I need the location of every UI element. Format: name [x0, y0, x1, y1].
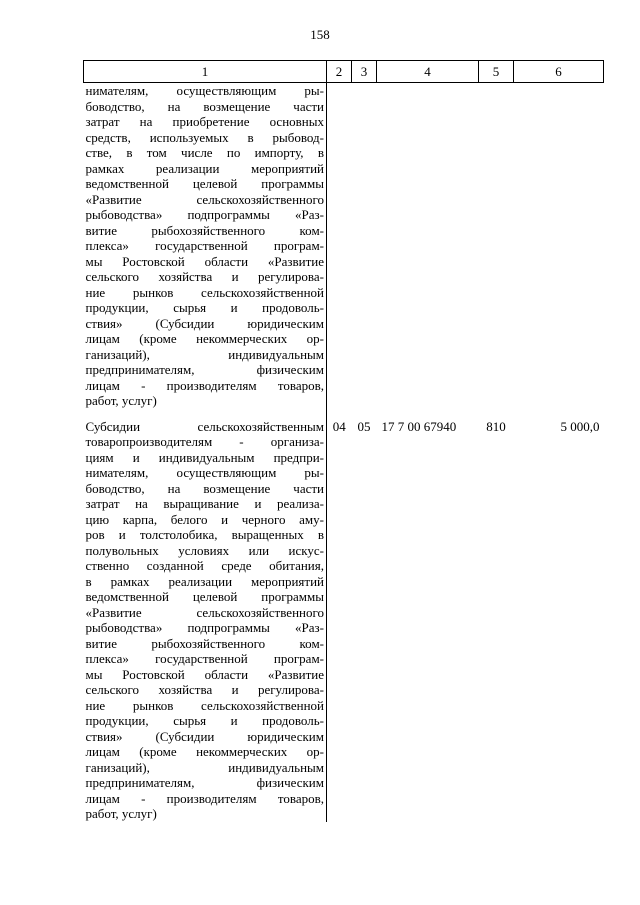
description-line: средств, используемых в рыбовод-	[85, 129, 324, 145]
description-line: витие рыбохозяйственного ком-	[85, 222, 324, 238]
description-line: товаропроизводителям - организа-	[85, 434, 324, 449]
page-number: 158	[310, 27, 330, 42]
description-line: лицам (кроме некоммерческих ор-	[85, 744, 324, 759]
expense-type-code: 810	[486, 418, 506, 434]
column-header-6: 6	[514, 61, 604, 83]
description-line: ствия» (Субсидии юридическим	[85, 315, 324, 331]
expense-type-code	[479, 83, 514, 409]
description-line: ведомственной целевой программы	[85, 176, 324, 191]
description-line: сельского хозяйства и регулирова-	[85, 269, 324, 284]
description-line: мы Ростовской области «Развитие	[85, 253, 324, 269]
description-line: работ, услуг)	[85, 806, 157, 821]
description-line: ние рынков сельскохозяйственной	[85, 697, 324, 713]
description-line: лицам - производителям товаров,	[85, 790, 324, 806]
description-line: витие рыбохозяйственного ком-	[85, 635, 324, 651]
column-header-1: 1	[84, 61, 327, 83]
description-line: рыбоводства» подпрограммы «Раз-	[85, 207, 324, 222]
description-line: затрат на выращивание и реализа-	[85, 496, 324, 511]
column-header-3: 3	[352, 61, 377, 83]
description-line: Субсидии сельскохозяйственным	[85, 418, 324, 434]
description-line: ствия» (Субсидии юридическим	[85, 728, 324, 744]
table-header-row	[84, 61, 604, 83]
description-line: продукции, сырья и продоволь-	[85, 713, 324, 728]
description-line: циям и индивидуальным предпри-	[85, 449, 324, 465]
description-line: продукции, сырья и продоволь-	[85, 300, 324, 315]
description-line: нимателям, осуществляющим ры-	[85, 465, 324, 480]
description-line: рамках реализации мероприятий	[85, 160, 324, 176]
amount-value: 5 000,0	[560, 418, 600, 434]
description-line: ров и толстолобика, выращенных в	[85, 527, 324, 542]
description-line: в рамках реализации мероприятий	[85, 573, 324, 589]
description-line: предпринимателям, физическим	[85, 362, 324, 377]
ministry-code	[327, 83, 352, 409]
table-row	[84, 83, 604, 409]
row-description	[84, 83, 327, 409]
row-spacer	[84, 409, 604, 419]
description-line: «Развитие сельскохозяйственного	[85, 191, 324, 207]
table-row	[84, 419, 604, 822]
description-line: полувольных условиях или искус-	[85, 542, 324, 558]
description-line: нимателям, осуществляющим ры-	[85, 83, 324, 98]
description-line: работ, услуг)	[85, 393, 157, 408]
target-code: 17 7 00 67940	[381, 418, 457, 434]
column-header-5: 5	[479, 61, 514, 83]
description-line: лицам (кроме некоммерческих ор-	[85, 331, 324, 346]
description-line: предпринимателям, физическим	[85, 775, 324, 790]
column-header-2: 2	[327, 61, 352, 83]
budget-table	[83, 60, 604, 822]
description-line: цию карпа, белого и черного аму-	[85, 511, 324, 527]
section-code: 05	[357, 418, 371, 434]
description-line: боводство, на возмещение части	[85, 480, 324, 496]
description-line: сельского хозяйства и регулирова-	[85, 682, 324, 697]
description-line: стве, в том числе по импорту, в	[85, 145, 324, 160]
description-line: лицам - производителям товаров,	[85, 377, 324, 393]
description-line: ганизаций), индивидуальным	[85, 346, 324, 362]
description-line: боводство, на возмещение части	[85, 98, 324, 114]
description-line: «Развитие сельскохозяйственного	[85, 604, 324, 620]
row-description	[84, 419, 327, 822]
ministry-code: 04	[332, 418, 346, 434]
description-line: рыбоводства» подпрограммы «Раз-	[85, 620, 324, 635]
description-line: плекса» государственной програм-	[85, 238, 324, 253]
column-header-4: 4	[377, 61, 479, 83]
description-line: мы Ростовской области «Развитие	[85, 666, 324, 682]
description-line: ведомственной целевой программы	[85, 589, 324, 604]
description-line: ственно созданной среде обитания,	[85, 558, 324, 573]
target-code	[377, 83, 479, 409]
description-line: затрат на приобретение основных	[85, 114, 324, 129]
section-code	[352, 83, 377, 409]
description-line: плекса» государственной програм-	[85, 651, 324, 666]
amount-value	[514, 83, 604, 409]
description-line: ние рынков сельскохозяйственной	[85, 284, 324, 300]
description-line: ганизаций), индивидуальным	[85, 759, 324, 775]
